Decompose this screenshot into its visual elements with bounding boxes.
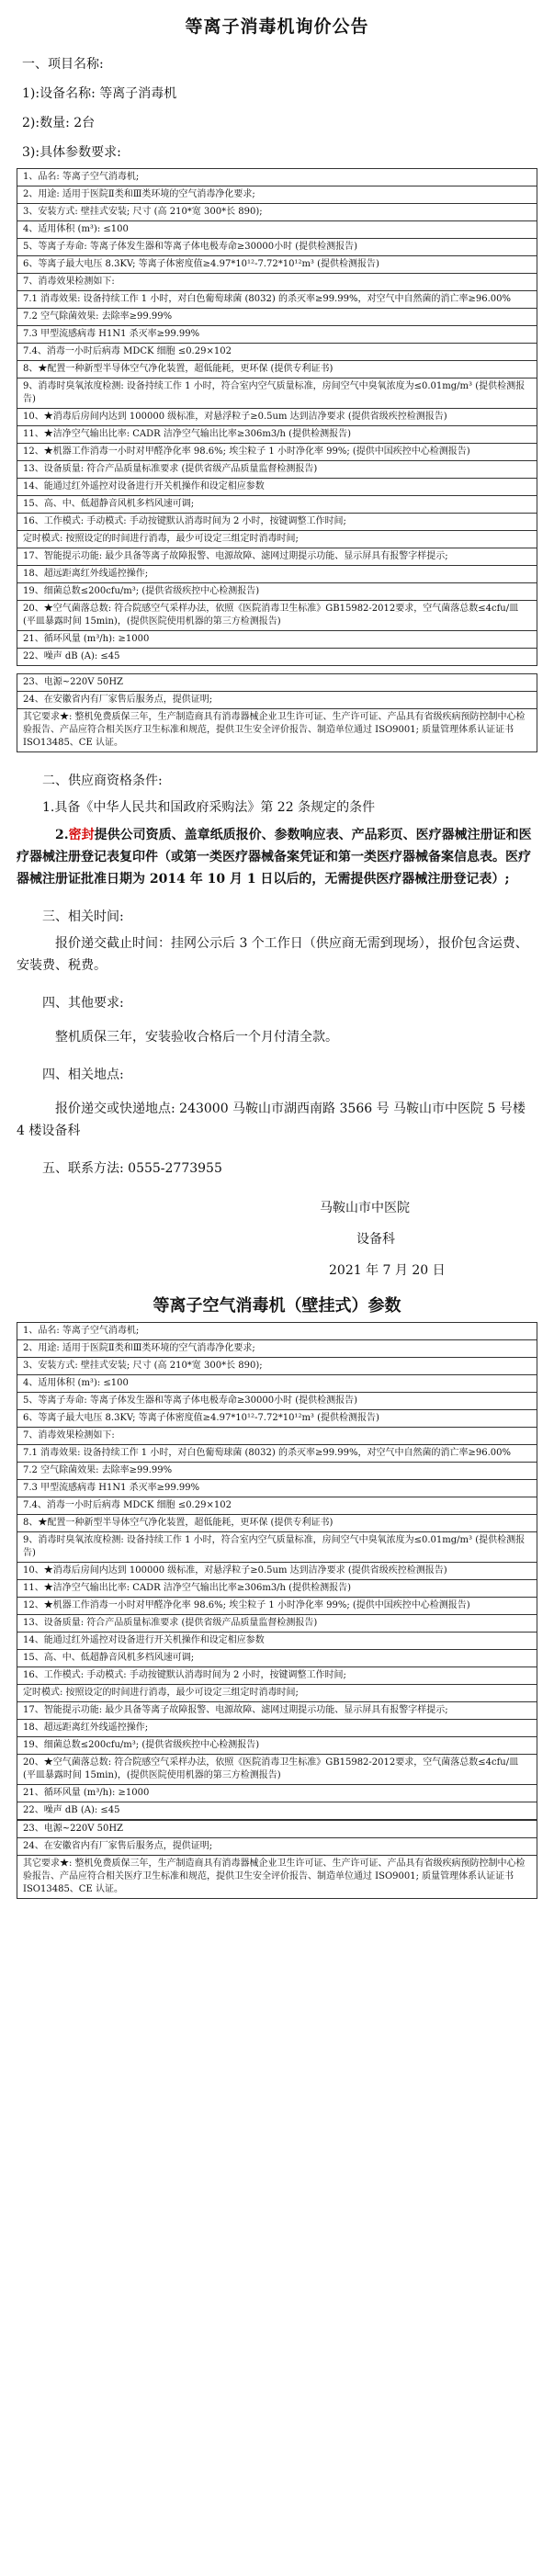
table-row: [17, 1755, 537, 1785]
table-row: [17, 1410, 537, 1428]
table-row: [17, 496, 537, 514]
extra-table: [17, 673, 537, 752]
table-row: [17, 548, 537, 566]
table-cell: 6、等离子最大电压 8.3KV; 等离子体密度值≥4.97*10¹²-7.72*10¹²m³ (提供检测报告): [17, 1410, 537, 1428]
table-cell: 7、消毒效果检测如下:: [17, 1428, 537, 1445]
table-row: [17, 601, 537, 631]
table-cell: 3、安装方式: 壁挂式安装; 尺寸 (高 210*宽 300*长 890);: [17, 204, 537, 221]
table-row: [17, 361, 537, 378]
table-row: [17, 344, 537, 361]
table-cell: 9、消毒时臭氧浓度检测: 设备持续工作 1 小时，符合室内空气质量标准，房间空气中臭氧浓度为≤0.01mg/m³ (提供检测报告): [17, 1532, 537, 1563]
table-row: [17, 256, 537, 274]
table-cell: 6、等离子最大电压 8.3KV; 等离子体密度值≥4.97*10¹²-7.72*10¹²m³ (提供检测报告): [17, 256, 537, 274]
table-cell: 7.4、消毒一小时后病毒 MDCK 细胞 ≤0.29×102: [17, 1497, 537, 1515]
req2-text: 提供公司资质、盖章纸质报价、参数响应表、产品彩页、医疗器械注册证和医疗器械注册登记表复印件（或第一类医疗器械备案凭证和第一类医疗器械备案信息表。医疗器械注册证批准日期为 2014 年 10 月 1 日以后的，无需提供医疗器械注册登记表）;: [17, 828, 532, 887]
spec-heading: 3):具体参数要求:: [22, 145, 121, 160]
time-text: 报价递交截止时间：挂网公示后 3 个工作日（供应商无需到现场），报价包含运费、安装费、税费。: [17, 936, 528, 973]
table-cell: 16、工作模式: 手动模式: 手动按键默认消毒时间为 2 小时，按键调整工作时间;: [17, 1667, 537, 1685]
table-cell: 其它要求★: 整机免费质保三年，生产制造商具有消毒器械企业卫生许可证、生产许可证、产品具有省级疾病预防控制中心检验报告、产品应符合相关医疗卫生标准和规范，提供卫生安全评价报告、制造单位通过 ISO9001; 质量管理体系认证证书 ISO13485、CE 认证。: [17, 1856, 537, 1899]
time-section: [17, 907, 537, 977]
table-cell: 17、智能提示功能: 最少具备等离子故障报警、电源故障、滤网过期提示功能、显示屏具有报警字样提示;: [17, 548, 537, 566]
section-heading: 二、供应商资格条件:: [42, 774, 163, 788]
table-cell: 7、消毒效果检测如下:: [17, 274, 537, 291]
table-cell: 23、电源~220V 50HZ: [17, 674, 537, 692]
table-cell: 1、品名: 等离子空气消毒机;: [17, 1323, 537, 1340]
table-cell: 定时模式: 按照设定的时间进行消毒，最少可设定三组定时消毒时间;: [17, 1685, 537, 1702]
table-row: [17, 1856, 537, 1899]
contact-section: [17, 1158, 537, 1179]
table-row: [17, 426, 537, 444]
table-row: [17, 1838, 537, 1856]
table-cell: 13、设备质量: 符合产品质量标准要求 (提供省级产品质量监督检测报告): [17, 461, 537, 479]
table-cell: 13、设备质量: 符合产品质量标准要求 (提供省级产品质量监督检测报告): [17, 1615, 537, 1633]
table-row: [17, 1375, 537, 1393]
supplier-req2: [17, 824, 537, 890]
table-cell: 7.2 空气除菌效果: 去除率≥99.99%: [17, 309, 537, 326]
table-row: [17, 1323, 537, 1340]
table-cell: 3、安装方式: 壁挂式安装; 尺寸 (高 210*宽 300*长 890);: [17, 1358, 537, 1375]
quantity: 2):数量: 2台: [22, 116, 96, 130]
table-cell: 24、在安徽省内有厂家售后服务点，提供证明;: [17, 1838, 537, 1856]
supplier-req1: 1.具备《中华人民共和国政府采购法》第 22 条规定的条件: [42, 800, 376, 815]
table-cell: 19、细菌总数≤200cfu/m³; (提供省级疾控中心检测报告): [17, 1737, 537, 1755]
table-row: [17, 309, 537, 326]
table-row: [17, 291, 537, 309]
table-cell: 10、★消毒后房间内达到 100000 级标准，对悬浮粒子≥0.5um 达到洁净要求 (提供省级疾控检测报告): [17, 409, 537, 426]
table-cell: 22、噪声 dB (A): ≤45: [17, 649, 537, 666]
table-row: [17, 378, 537, 409]
table-row: [17, 444, 537, 461]
table-cell: 18、超远距离红外线遥控操作;: [17, 566, 537, 583]
section-heading: 三、相关时间:: [42, 910, 124, 924]
table-cell: 17、智能提示功能: 最少具备等离子故障报警、电源故障、滤网过期提示功能、显示屏具有报警字样提示;: [17, 1702, 537, 1720]
contact-text: 五、联系方法: 0555-2773955: [42, 1161, 222, 1176]
table-cell: 19、细菌总数≤200cfu/m³; (提供省级疾控中心检测报告): [17, 583, 537, 601]
table-cell: 11、★洁净空气输出比率: CADR 洁净空气输出比率≥306m3/h (提供检测报告): [17, 426, 537, 444]
table-row: [17, 169, 537, 186]
table-cell: 4、适用体积 (m³): ≤100: [17, 1375, 537, 1393]
table-cell: 5、等离子寿命: 等离子体发生器和等离子体电极寿命≥30000小时 (提供检测报告): [17, 1393, 537, 1410]
table-row: [17, 1650, 537, 1667]
table-cell: 12、★机器工作消毒一小时对甲醛净化率 98.6%; 埃尘粒子 1 小时净化率 99%; (提供中国疾控中心检测报告): [17, 1598, 537, 1615]
table-cell: 23、电源~220V 50HZ: [17, 1821, 537, 1838]
device-name: 1):设备名称: 等离子消毒机: [22, 86, 177, 101]
table-row: [17, 1497, 537, 1515]
table-cell: 1、品名: 等离子空气消毒机;: [17, 169, 537, 186]
table-cell: 9、消毒时臭氧浓度检测: 设备持续工作 1 小时，符合室内空气质量标准，房间空气中臭氧浓度为≤0.01mg/m³ (提供检测报告): [17, 378, 537, 409]
other-text: 整机质保三年，安装验收合格后一个月付清全款。: [55, 1030, 338, 1045]
table-cell: 15、高、中、低超静音风机多档风速可调;: [17, 496, 537, 514]
table-cell: 14、能通过红外遥控对设备进行开关机操作和设定相应参数: [17, 1633, 537, 1650]
params-title: 等离子空气消毒机（壁挂式）参数: [153, 1296, 401, 1316]
spec-table: [17, 168, 537, 666]
table-cell: 8、★配置一种新型半导体空气净化装置，超低能耗，更环保 (提供专利证书): [17, 1515, 537, 1532]
project-section: [17, 54, 537, 163]
table-row: [17, 1737, 537, 1755]
signature-block: [17, 1195, 537, 1283]
table-row: [17, 583, 537, 601]
table-cell: 24、在安徽省内有厂家售后服务点，提供证明;: [17, 692, 537, 709]
table-cell: 7.1 消毒效果: 设备持续工作 1 小时，对白色葡萄球菌 (8032) 的杀灭率≥99.99%，对空气中自然菌的消亡率≥96.00%: [17, 1445, 537, 1463]
table-cell: 15、高、中、低超静音风机多档风速可调;: [17, 1650, 537, 1667]
table-row: [17, 1633, 537, 1650]
signature-date: 2021 年 7 月 20 日: [329, 1263, 446, 1278]
other-section: [17, 993, 537, 1048]
table-row: [17, 1340, 537, 1358]
table-row: [17, 1515, 537, 1532]
table-row: [17, 1598, 537, 1615]
table-cell: 14、能通过红外遥控对设备进行开关机操作和设定相应参数: [17, 479, 537, 496]
table-row: [17, 1463, 537, 1480]
table-cell: 7.2 空气除菌效果: 去除率≥99.99%: [17, 1463, 537, 1480]
page-title: 等离子消毒机询价公告: [185, 17, 369, 37]
table-cell: 定时模式: 按照设定的时间进行消毒，最少可设定三组定时消毒时间;: [17, 531, 537, 548]
table-cell: 22、噪声 dB (A): ≤45: [17, 1802, 537, 1820]
table-row: [17, 1532, 537, 1563]
table-cell: 4、适用体积 (m³): ≤100: [17, 221, 537, 239]
supplier-section: [17, 771, 537, 890]
table-row: [17, 692, 537, 709]
table-row: [17, 631, 537, 649]
table-row: [17, 1428, 537, 1445]
table-cell: 7.1 消毒效果: 设备持续工作 1 小时，对白色葡萄球菌 (8032) 的杀灭率≥99.99%，对空气中自然菌的消亡率≥96.00%: [17, 291, 537, 309]
table-row: [17, 1393, 537, 1410]
signature-dept: 设备科: [356, 1232, 395, 1247]
section-heading: 四、相关地点:: [42, 1068, 124, 1082]
table-cell: 2、用途: 适用于医院Ⅱ类和Ⅲ类环境的空气消毒净化要求;: [17, 186, 537, 204]
req2-number: 2.: [55, 828, 69, 842]
table-row: [17, 674, 537, 692]
table-row: [17, 1358, 537, 1375]
signature-org: 马鞍山市中医院: [320, 1201, 410, 1215]
table-row: [17, 1445, 537, 1463]
table-row: [17, 514, 537, 531]
table-row: [17, 566, 537, 583]
table-row: [17, 221, 537, 239]
table-cell: 21、循环风量 (m³/h): ≥1000: [17, 1785, 537, 1802]
table-row: [17, 1615, 537, 1633]
table-cell: 7.3 甲型流感病毒 H1N1 杀灭率≥99.99%: [17, 1480, 537, 1497]
table-cell: 5、等离子寿命: 等离子体发生器和等离子体电极寿命≥30000小时 (提供检测报告): [17, 239, 537, 256]
table-row: [17, 204, 537, 221]
table-row: [17, 326, 537, 344]
table-row: [17, 274, 537, 291]
table-row: [17, 186, 537, 204]
table-cell: 2、用途: 适用于医院Ⅱ类和Ⅲ类环境的空气消毒净化要求;: [17, 1340, 537, 1358]
table-row: [17, 1720, 537, 1737]
table-cell: 21、循环风量 (m³/h): ≥1000: [17, 631, 537, 649]
table-row: [17, 1580, 537, 1598]
table-row: [17, 531, 537, 548]
table-row: [17, 461, 537, 479]
table-cell: 18、超远距离红外线遥控操作;: [17, 1720, 537, 1737]
extra-table-repeat: [17, 1820, 537, 1899]
table-row: [17, 1785, 537, 1802]
table-row: [17, 709, 537, 752]
spec-table-repeat: [17, 1322, 537, 1820]
table-cell: 7.3 甲型流感病毒 H1N1 杀灭率≥99.99%: [17, 326, 537, 344]
table-cell: 20、★空气菌落总数: 符合院感空气采样办法，依照《医院消毒卫生标准》GB15982-2012要求，空气菌落总数≤4cfu/皿 (平皿暴露时间 15min)，(提供医院使用机器的第三方检测报告): [17, 601, 537, 631]
table-row: [17, 1563, 537, 1580]
table-row: [17, 239, 537, 256]
table-row: [17, 1821, 537, 1838]
table-row: [17, 409, 537, 426]
table-cell: 10、★消毒后房间内达到 100000 级标准，对悬浮粒子≥0.5um 达到洁净要求 (提供省级疾控检测报告): [17, 1563, 537, 1580]
table-cell: 20、★空气菌落总数: 符合院感空气采样办法，依照《医院消毒卫生标准》GB15982-2012要求，空气菌落总数≤4cfu/皿 (平皿暴露时间 15min)，(提供医院使用机器的第三方检测报告): [17, 1755, 537, 1785]
table-row: [17, 649, 537, 666]
place-section: [17, 1065, 537, 1142]
table-row: [17, 1702, 537, 1720]
table-cell: 其它要求★: 整机免费质保三年，生产制造商具有消毒器械企业卫生许可证、生产许可证、产品具有省级疾病预防控制中心检验报告、产品应符合相关医疗卫生标准和规范，提供卫生安全评价报告、制造单位通过 ISO9001; 质量管理体系认证证书 ISO13485、CE 认证。: [17, 709, 537, 752]
table-row: [17, 1802, 537, 1820]
table-cell: 12、★机器工作消毒一小时对甲醛净化率 98.6%; 埃尘粒子 1 小时净化率 99%; (提供中国疾控中心检测报告): [17, 444, 537, 461]
table-row: [17, 1480, 537, 1497]
table-cell: 7.4、消毒一小时后病毒 MDCK 细胞 ≤0.29×102: [17, 344, 537, 361]
table-row: [17, 1667, 537, 1685]
section-heading: 一、项目名称:: [22, 57, 104, 72]
req2-highlight: 密封: [68, 828, 95, 842]
section-heading: 四、其他要求:: [42, 996, 124, 1011]
table-cell: 8、★配置一种新型半导体空气净化装置，超低能耗，更环保 (提供专利证书): [17, 361, 537, 378]
place-text: 报价递交或快递地点: 243000 马鞍山市湖西南路 3566 号 马鞍山市中医院 5 号楼 4 楼设备科: [17, 1102, 526, 1138]
table-row: [17, 479, 537, 496]
table-cell: 11、★洁净空气输出比率: CADR 洁净空气输出比率≥306m3/h (提供检测报告): [17, 1580, 537, 1598]
table-row: [17, 1685, 537, 1702]
table-cell: 16、工作模式: 手动模式: 手动按键默认消毒时间为 2 小时，按键调整工作时间;: [17, 514, 537, 531]
